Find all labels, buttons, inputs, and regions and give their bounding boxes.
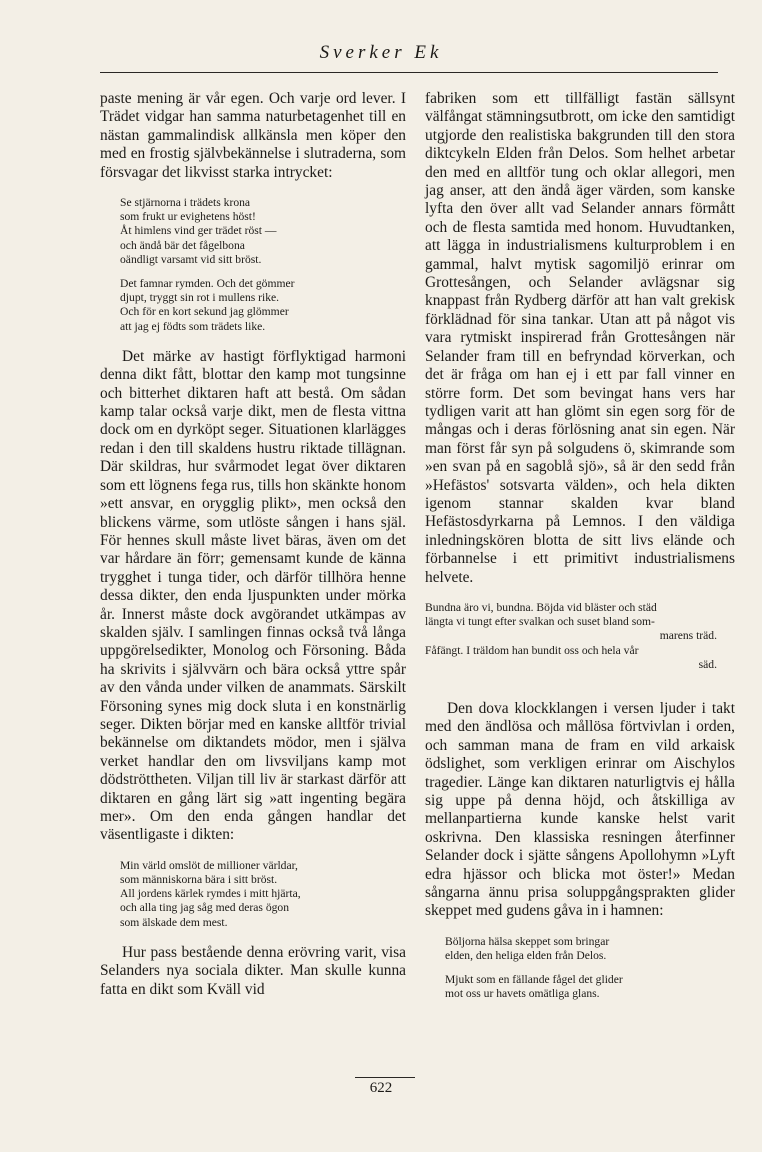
poem-line: längta vi tungt efter svalkan och suset bland som-	[425, 615, 655, 629]
paragraph: Den dova klockklangen i versen ljuder i takt med den ändlösa och mållösa förtvivlan i orden, och samman mana de fram en vild arkaisk ödslighet, som verkligen erinrar om Aischylos tragedier. Länge kan diktaren naturligtvis ej hålla sig uppe på denna höjd, och åtskilliga av mellanpartierna kunde kanske helst varit oskrivna. Den klassiska resningen återfinner Selander dock i sjätte sångens Apollohymn »Lyft edra hjässor och blicka mot öster!» Medan sångarna ännu prisa soluppgångsprakten glider skeppet med gudens gåva in i hamnen:	[425, 699, 735, 920]
poem-line: elden, den heliga elden från Delos.	[445, 949, 607, 963]
paragraph: Hur pass bestående denna erövring varit, visa Selanders nya sociala dikter. Man skulle kunna fatta en dikt som Kväll vid	[100, 943, 406, 998]
poem-apollohymn	[445, 935, 735, 1002]
poem-stanza	[445, 935, 735, 963]
poem-line: Böljorna hälsa skeppet som bringar	[445, 934, 610, 948]
poem-line: marens träd.	[659, 629, 717, 643]
poem-line: Åt himlens vind ger trädet röst —	[120, 224, 277, 238]
poem-stanza	[120, 196, 406, 267]
poem-line: säd.	[698, 657, 717, 671]
paragraph: paste mening är vår egen. Och varje ord lever. I Trädet vidgar han samma naturbetagenhet till en nästan gammalindisk allkänsla men köper den med en frostig självbekännelse i slutraderna, som försvagar det likvisst starka intrycket:	[100, 90, 406, 181]
spacer	[425, 686, 735, 700]
poem-line: som älskade dem mest.	[120, 915, 228, 929]
poem-line: All jordens kärlek rymdes i mitt hjärta,	[120, 887, 301, 901]
header-rule	[100, 72, 718, 73]
poem-inledningskören	[425, 601, 735, 672]
poem-line: att jag ej födts som trädets like.	[120, 319, 266, 333]
poem-line: oändligt varsamt vid sitt bröst.	[120, 252, 262, 266]
poem-trädet	[120, 196, 406, 334]
poem-line: och ändå bär det fågelbona	[120, 238, 245, 252]
poem-line: Bundna äro vi, bundna. Böjda vid bläster och städ	[425, 600, 657, 614]
paragraph: fabriken som ett tillfälligt fastän sällsynt välfångat stämningsutbrott, om icke den samtidigt utgjorde den realistiska bakgrunden till den stora diktcykeln Elden från Delos. Som helhet arbetar den med en alltför tung och oklar allegori, men jag anser, att den ändå äger värden, som kanske lyfta den över allt vad Selander annars förmått och de flesta samtida med honom. Huvudtanken, att lägga in industrialismens kulturproblem i en gammal, halvt mytisk sagomiljö erinrar om Grottesången, och Selander avlägsnar sig knappast från Rydberg därför att han valt grekisk förklädnad för sina tankar. Utan att på något vis vara rytmiskt inspirerad från Grottesången när Selander fram till en befryndad körverkan, och det är fråga om han ej i ett par fall vinner en större form. Det som bevingat hans vers har tydligen varit att han glömt sin egen sorg för de mångas och i deras förlösning anat sin egen. När man först får syn på solgudens ö, skimrande som »en svan på en sagoblå sjö», så är den sedd från »Hefästos' sotsvarta välden», och hela dikten igenom stannar skalden kvar bland Hefästosdyrkarna på Lemnos. I den väldiga inledningskören blotta de sitt livs elände och förbannelse i ett primitivt industrialismens helvete.	[425, 90, 735, 586]
poem-line: Mjukt som en fällande fågel det glider	[445, 973, 623, 987]
footer-rule	[355, 1077, 415, 1078]
poem-line: och alla ting jag såg med deras ögon	[120, 901, 290, 915]
poem-försoning	[120, 859, 406, 930]
poem-line: Fåfängt. I träldom han bundit oss och hela vår	[425, 643, 639, 657]
poem-stanza	[120, 277, 406, 334]
poem-stanza	[445, 973, 735, 1001]
paragraph: Det märke av hastigt förflyktigad harmoni denna dikt fått, blottar den kamp mot tungsinne och bitterhet diktaren haft att bestå. Om sådan kamp talar också varje dikt, men de flesta vittna dock om en dyrköpt seger. Situationen klarlägges redan i den till skaldens hustru riktade tillägnan. Där skildras, hur svårmodet legat över diktaren som ett lögnens fega rus, tills hon skänkte honom »ett ansvar, en orygglig plikt», men också den blickens värme, som utlöste sången i hans själ. För hennes skull måste livet bäras, även om det var hårdare än förr; gemensamt kunde de känna trygghet i tunga tider, och därför tillhöra henne dessa dikter, den enda ljuspunkten under mörka år. Innerst måste dock avgörandet utkämpas av skalden själv. I samlingen finnas också två långa uppgörelsedikter, Monolog och Försoning. Båda ha skrivits i självvärn och bära också yttre spår av den vånda under vilken de anammats. Särskilt Försoning synes mig dock sluta i en konstnärlig seger. Dikten börjar med en kanske alltför trivial bekännelse om diktandets mödor, men i själva verket handlar den om livsviljans kamp mot dödströttheten. Viljan till liv är starkast därför att diktaren en gång lärt sig »att ingenting begära mer». Om den enda gången handlar det väsentligaste i dikten:	[100, 347, 406, 844]
poem-line: Min värld omslöt de millioner världar,	[120, 858, 298, 872]
poem-line: som människorna bära i sitt bröst.	[120, 873, 278, 887]
left-column	[100, 90, 406, 999]
poem-line: Det famnar rymden. Och det gömmer	[120, 277, 295, 291]
page-number: 622	[369, 1080, 393, 1096]
poem-line: mot oss ur havets omätliga glans.	[445, 987, 600, 1001]
poem-line: djupt, tryggt sin rot i mullens rike.	[120, 291, 280, 305]
running-title: Sverker Ek	[319, 42, 443, 63]
poem-line: som frukt ur evighetens höst!	[120, 210, 256, 224]
poem-line: Se stjärnorna i trädets krona	[120, 196, 251, 210]
poem-line: Och för en kort sekund jag glömmer	[120, 305, 289, 319]
right-column	[425, 90, 735, 1016]
